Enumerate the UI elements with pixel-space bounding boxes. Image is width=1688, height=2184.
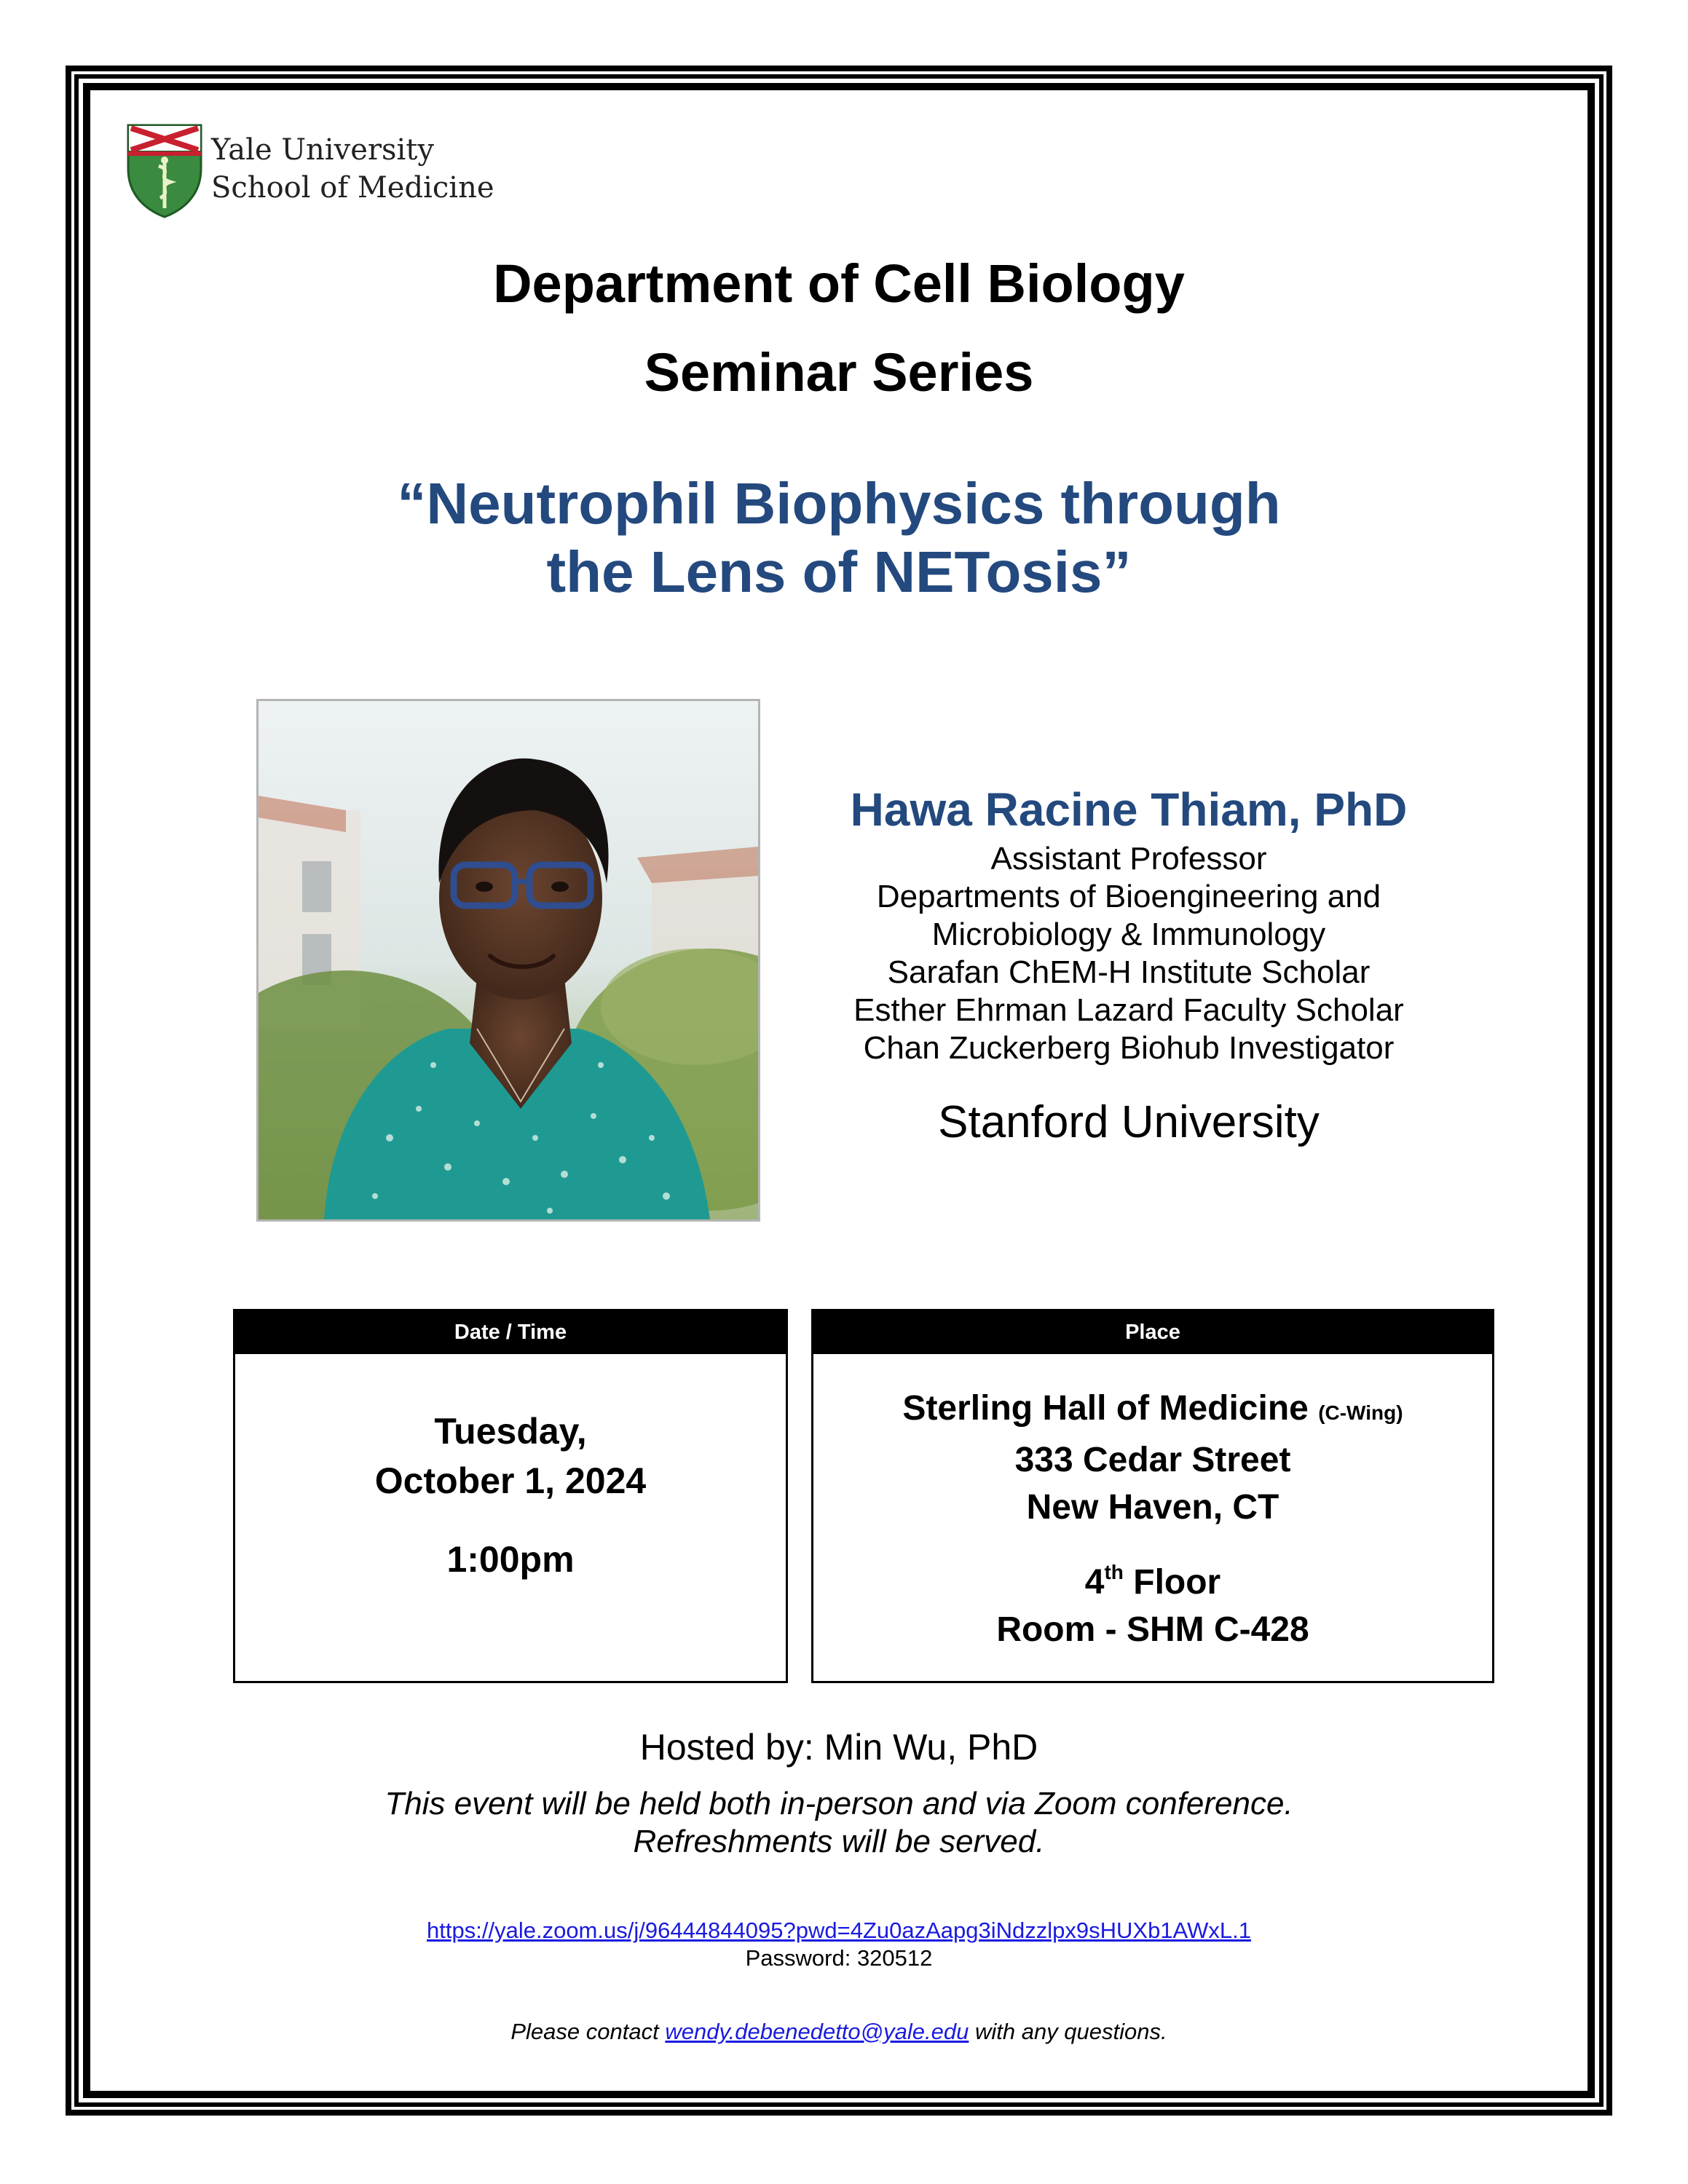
place-floor	[813, 1548, 1492, 1606]
speaker-info	[801, 779, 1456, 1152]
logo-line-school: School of Medicine	[211, 171, 494, 205]
contact-email-link[interactable]: wendy.debenedetto@yale.edu	[665, 2019, 969, 2044]
event-notice	[90, 1785, 1588, 1861]
speaker-photo	[256, 699, 760, 1222]
place-street: 333 Cedar Street	[1014, 1441, 1291, 1479]
date-time-header: Date / Time	[233, 1309, 788, 1354]
place-room: Room - SHM C-428	[996, 1610, 1309, 1649]
logo-text	[211, 131, 494, 207]
date-time-body	[233, 1354, 788, 1683]
place-wing: (C-Wing)	[1318, 1401, 1403, 1424]
contact-suffix: with any questions.	[974, 2019, 1167, 2044]
talk-title-line-2: the Lens of NETosis”	[546, 539, 1132, 604]
place-building-line	[813, 1385, 1492, 1436]
place-header: Place	[811, 1309, 1494, 1354]
notice-line-2: Refreshments will be served.	[633, 1824, 1045, 1859]
speaker-title-line: Microbiology & Immunology	[931, 917, 1326, 952]
hosted-by: Hosted by: Min Wu, PhD	[639, 1727, 1038, 1768]
talk-title-line-1: “Neutrophil Biophysics through	[397, 471, 1281, 536]
speaker-title-line: Esther Ehrman Lazard Faculty Scholar	[853, 992, 1404, 1028]
zoom-password: Password: 320512	[745, 1945, 933, 1971]
logo-line-university: Yale University	[211, 133, 434, 167]
speaker-title-line: Departments of Bioengineering and	[876, 879, 1381, 914]
series-heading: Seminar Series	[644, 342, 1034, 403]
speaker-name: Hawa Racine Thiam, PhD	[850, 783, 1408, 836]
event-day: Tuesday,	[434, 1411, 587, 1452]
place-floor-word: Floor	[1133, 1563, 1221, 1602]
contact-prefix: Please contact	[510, 2019, 659, 2044]
place-floor-number: 4	[1084, 1563, 1105, 1602]
speaker-affiliation: Stanford University	[938, 1097, 1320, 1147]
speaker-title-line: Chan Zuckerberg Biohub Investigator	[863, 1030, 1395, 1066]
department-heading: Department of Cell Biology	[493, 253, 1185, 314]
yale-shield-icon	[125, 122, 204, 218]
speaker-title-line: Assistant Professor	[990, 841, 1267, 877]
speaker-title-line: Sarafan ChEM-H Institute Scholar	[887, 954, 1370, 990]
zoom-link[interactable]: https://yale.zoom.us/j/96444844095?pwd=4Zu0azAapg3iNdzzlpx9sHUXb1AWxL.1	[427, 1918, 1251, 1943]
zoom-info	[90, 1917, 1588, 1972]
place-box	[811, 1309, 1494, 1683]
place-floor-suffix: th	[1104, 1561, 1124, 1583]
place-body	[811, 1354, 1494, 1683]
place-building: Sterling Hall of Medicine	[902, 1389, 1309, 1428]
event-time: 1:00pm	[446, 1539, 575, 1580]
date-time-box	[233, 1309, 788, 1683]
talk-title	[90, 470, 1588, 606]
yale-medicine-logo	[125, 122, 504, 223]
event-date: October 1, 2024	[374, 1460, 647, 1501]
notice-line-1: This event will be held both in-person and via Zoom conference.	[384, 1786, 1293, 1821]
contact-line	[90, 2018, 1588, 2046]
place-city: New Haven, CT	[1026, 1488, 1279, 1527]
